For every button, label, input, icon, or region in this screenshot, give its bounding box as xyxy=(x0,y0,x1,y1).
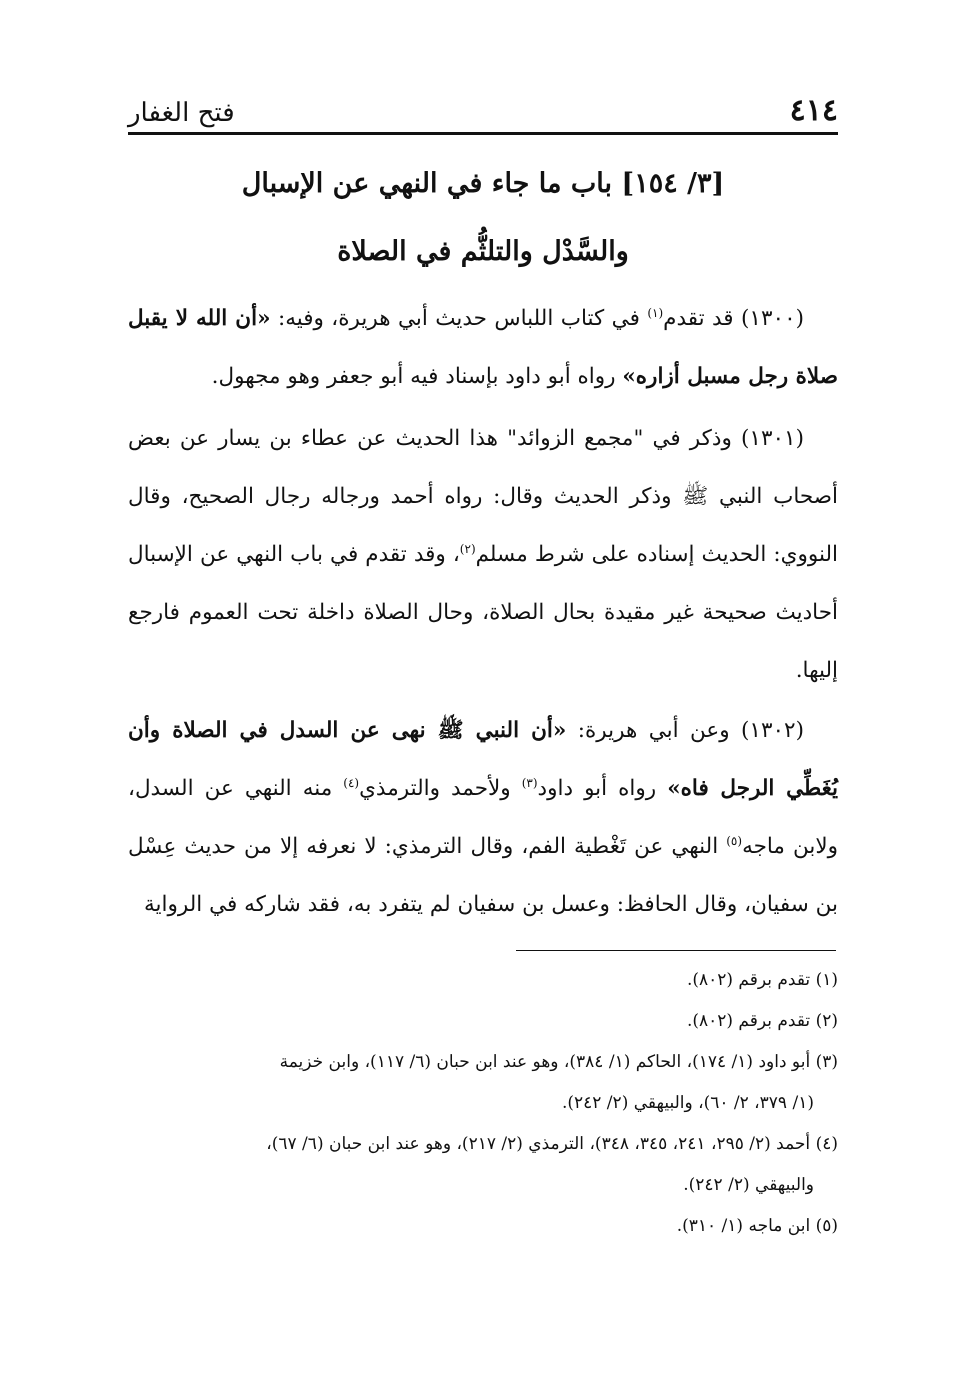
footnote-1: (١) تقدم برقم (٨٠٢). xyxy=(686,970,838,990)
footnote-3: (٣) أبو داود (١/ ١٧٤)، الحاكم (١/ ٣٨٤)، وهو عند ابن حبان (٦/ ١١٧)، وابن خزيمة xyxy=(279,1052,838,1072)
footnote-number: (١) xyxy=(815,970,838,990)
footnote-number: (٣) xyxy=(815,1052,838,1072)
paragraph-1300: (١٣٠٠) قد تقدم$^{(١)}$ في كتاب اللباس حديث أبي هريرة، وفيه: «أن الله لا يقبل صلاة رجل مسبل أزاره» رواه أبو داود بإسناد فيه أبو جعفر وهو مجهول. xyxy=(128,305,838,389)
header-rule xyxy=(128,132,838,135)
paragraph-1301: (١٣٠١) وذكر في "مجمع الزوائد" هذا الحديث عن عطاء بن يسار عن بعض أصحاب النبي ﷺ وذكر الحديث وقال: رواه أحمد ورجاله رجال الصحيح، وقال النووي: الحديث إسناده على شرط مسلم$^{(٢)}$، وقد تقدم في باب النهي عن الإسبال أحاديث صحيحة غير مقيدة بحال الصلاة، وحال الصلاة داخلة تحت العموم فارجع إليها. xyxy=(128,426,838,683)
chapter-title-line-1: [٣/ ١٥٤] باب ما جاء في النهي عن الإسبال xyxy=(241,168,725,199)
footnote-2: (٢) تقدم برقم (٨٠٢). xyxy=(686,1011,838,1031)
footnote-5: (٥) ابن ماجه (١/ ٣١٠). xyxy=(676,1216,838,1236)
paragraph-1302: (١٣٠٢) وعن أبي هريرة: «أن النبي ﷺ نهى عن السدل في الصلاة وأن يُغَطِّي الرجل فاه» رواه أبو داود$^{(٣)}$ ولأحمد والترمذي$^{(٤)}$ منه النهي عن السدل، ولابن ماجه$^{(٥)}$ النهي عن تَغْطية الفم، وقال الترمذي: لا نعرفه إلا من حديث عِسْل بن سفيان، وقال الحافظ: وعسل بن سفيان لم يتفرد به، فقد شاركه في الرواية xyxy=(128,718,838,917)
hadith-number: (١٣٠٠) xyxy=(741,306,805,331)
footnote-number: (٥) xyxy=(815,1216,838,1236)
running-header xyxy=(128,82,838,128)
book-title: فتح الغفار xyxy=(128,98,235,128)
footnote-separator xyxy=(516,950,836,951)
footnote-3-continuation: (١/ ٣٧٩، ٢/ ٦٠)، والبيهقي (٢/ ٢٤٢). xyxy=(561,1093,814,1113)
footnote-number: (٤) xyxy=(815,1134,838,1154)
hadith-number: (١٣٠١) xyxy=(741,426,804,451)
footnote-ref: (٥) xyxy=(726,833,743,848)
footnote-4-continuation: والبيهقي (٢/ ٢٤٢). xyxy=(683,1175,814,1195)
chapter-title-line-2: والسَّدْل والتلثُّم في الصلاة xyxy=(337,236,629,267)
footnote-ref: (٤) xyxy=(343,775,360,790)
footnotes xyxy=(128,960,838,1247)
page-number: ٤١٤ xyxy=(789,93,838,128)
footnote-ref: (٣) xyxy=(521,775,538,790)
footnote-4: (٤) أحمد (٢/ ٢٩٥، ٢٤١، ٣٤٥، ٣٤٨)، الترمذي (٢/ ٢١٧)، وهو عند ابن حبان (٦/ ٦٧)، xyxy=(266,1134,838,1154)
hadith-quote: «أن الله لا يقبل صلاة رجل مسبل أزاره» xyxy=(128,306,838,389)
footnote-ref: (١) xyxy=(647,305,664,320)
hadith-quote: «أن النبي ﷺ نهى عن السدل في الصلاة وأن يُغَطِّي الرجل فاه» xyxy=(128,718,838,801)
footnote-number: (٢) xyxy=(815,1011,838,1031)
hadith-number: (١٣٠٢) xyxy=(741,718,804,743)
footnote-ref: (٢) xyxy=(459,541,476,556)
